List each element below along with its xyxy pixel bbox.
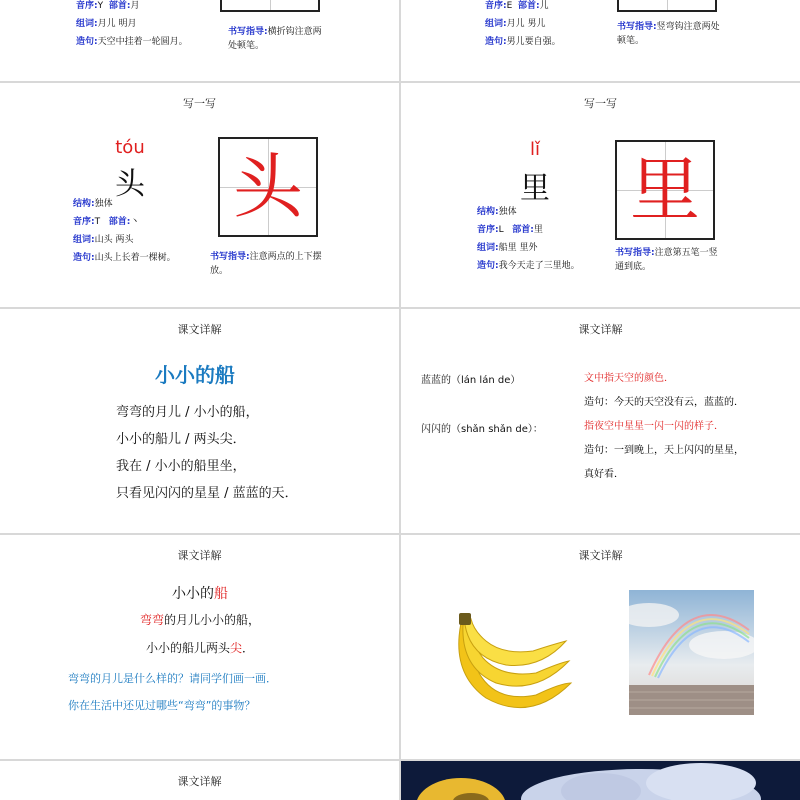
vocab-example: 造句：一到晚上，天上闪闪的星星， xyxy=(584,445,744,456)
tou-pinyin: tóu xyxy=(115,137,145,158)
yue-writing-grid xyxy=(220,0,320,12)
slide-pictures xyxy=(401,535,800,759)
slide-heading: 课文详解 xyxy=(578,323,623,336)
slide-li xyxy=(401,83,800,307)
slide-vocab xyxy=(401,309,800,533)
er-writing-tip: 书写指导:竖弯钩注意两处顿笔。 xyxy=(617,22,720,46)
night-moon-image xyxy=(401,761,800,800)
vocab-meaning: 文中指天空的颜色． xyxy=(584,373,674,384)
banana-image xyxy=(441,603,581,723)
li-character: 里 xyxy=(520,171,550,206)
slide-heading: 写一写 xyxy=(183,97,216,110)
yue-writing-tip: 书写指导:横折钩注意两处顿笔。 xyxy=(228,27,322,51)
er-writing-grid xyxy=(617,0,717,12)
poem-title: 小小的船 xyxy=(155,363,235,387)
slide-heading: 课文详解 xyxy=(578,549,623,562)
tou-writing-tip: 书写指导:注意两点的上下摆放。 xyxy=(210,252,322,276)
slide-heading: 课文详解 xyxy=(177,549,222,562)
vocab-example: 真好看． xyxy=(584,469,624,480)
slide-poem xyxy=(0,309,399,533)
poem-line: 弯弯的月儿 / 小小的船， xyxy=(116,405,259,420)
slide-tou xyxy=(0,83,399,307)
li-pinyin: lǐ xyxy=(529,139,540,160)
tou-grid-character: 头 xyxy=(233,146,303,228)
boat-line-1: 弯弯的月儿小小的船， xyxy=(139,613,261,627)
li-writing-tip: 书写指导:注意第五笔一竖通到底。 xyxy=(615,248,718,272)
li-writing-grid xyxy=(615,140,715,240)
li-grid-character: 里 xyxy=(630,149,700,231)
poem-line: 我在 / 小小的船里坐， xyxy=(116,459,246,474)
vocab-example: 造句：今天的天空没有云，蓝蓝的． xyxy=(584,397,744,408)
slide-heading: 课文详解 xyxy=(177,323,222,336)
poem-line: 只看见闪闪的星星 / 蓝蓝的天． xyxy=(116,486,298,501)
vocab-word-shanshan: 闪闪的（shǎn shǎn de）： xyxy=(421,424,543,435)
poem-line: 小小的船儿 / 两头尖． xyxy=(116,432,246,447)
yue-info: 音序:Y 部首:月 组词:月儿 明月 造句:天空中挂着一轮圆月。 xyxy=(76,1,188,47)
boat-title: 小小的船 xyxy=(172,586,228,602)
tou-info: 结构:独体 音序:T 部首:丶 组词:山头 两头 造句:山头上长着一棵树。 xyxy=(73,199,176,263)
vocab-meaning: 指夜空中星星一闪一闪的样子． xyxy=(584,421,724,432)
slide-yue xyxy=(0,0,399,81)
vocab-word-lanlan: 蓝蓝的（lán lán de） xyxy=(421,375,521,386)
slide-boat xyxy=(0,535,399,759)
boat-line-2: 小小的船儿两头尖． xyxy=(145,641,255,655)
slide-bottom-left xyxy=(0,761,399,800)
slide-heading: 写一写 xyxy=(584,97,617,110)
er-info: 音序:E 部首:儿 组词:月儿 男儿 造句:男儿要自强。 xyxy=(485,1,561,47)
slide-er xyxy=(401,0,800,81)
slide-heading: 课文详解 xyxy=(177,775,222,788)
tou-writing-grid xyxy=(218,137,318,237)
vocab-explanations xyxy=(584,367,744,487)
slide-bottom-right xyxy=(401,761,800,800)
li-info: 结构:独体 音序:L 部首:里 组词:船里 里外 造句:我今天走了三里地。 xyxy=(477,207,580,271)
rainbow-sky-image xyxy=(629,590,754,715)
poem-lines xyxy=(116,399,298,507)
tou-character: 头 xyxy=(115,167,145,202)
boat-question-2: 你在生活中还见过哪些“弯弯”的事物？ xyxy=(68,699,256,712)
boat-question-1: 弯弯的月儿是什么样的？请同学们画一画． xyxy=(68,672,277,685)
